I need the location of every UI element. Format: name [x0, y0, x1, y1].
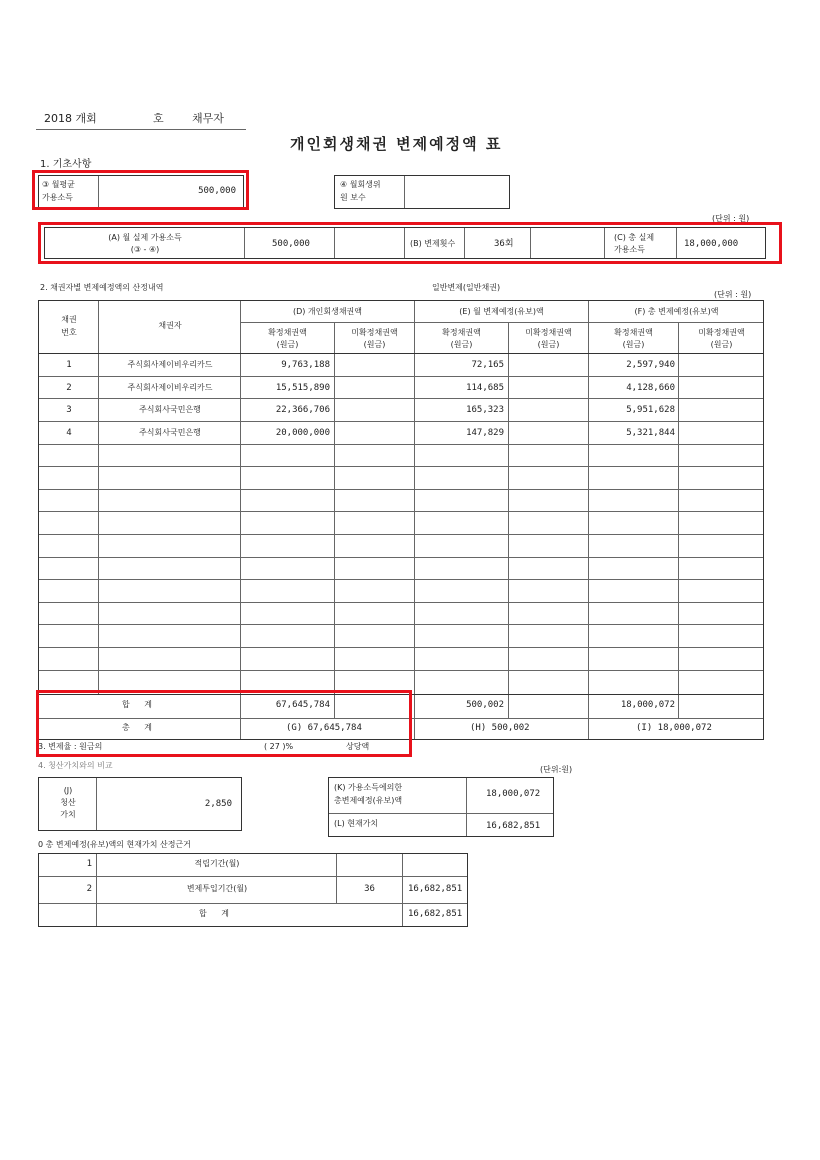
highlight-monthly-avg [32, 170, 249, 210]
row4-d: 20,000,000 [275, 428, 330, 438]
basis-row1-label: 적립기간(월) [194, 859, 240, 868]
row1-d: 9,763,188 [281, 360, 330, 370]
section1-heading: 1. 기초사항 [40, 159, 92, 170]
row1-no: 1 [66, 360, 72, 370]
trustee-fee-label: ④ 월회생위 [340, 180, 381, 189]
row2-e: 114,685 [466, 383, 504, 393]
e-confirmed-header: 확정채권액 [442, 328, 481, 337]
basis-sum-label: 합 계 [199, 909, 235, 918]
monthly-avg-label-2: 가용소득 [42, 193, 73, 202]
section2-unit: (단위 : 원) [714, 290, 752, 299]
j-value: 2,850 [204, 799, 232, 809]
monthly-avg-value: 500,000 [198, 186, 236, 196]
b-value: 36회 [494, 239, 514, 249]
col-d-header: (D) 개인회생채권액 [292, 307, 363, 316]
l-label: (L) 현재가치 [334, 819, 379, 828]
row4-e: 147,829 [466, 428, 504, 438]
row1-f: 2,597,940 [626, 360, 675, 370]
row1-e: 72,165 [471, 360, 504, 370]
k-label: (K) 가용소득에의한 [334, 783, 403, 792]
row2-d: 15,515,890 [275, 383, 330, 393]
total-h: (H) 500,002 [470, 723, 530, 733]
subtotal-label: 합 계 [122, 700, 158, 709]
monthly-avg-label: ③ 월평균 [42, 180, 75, 189]
j-label-3: 가치 [60, 810, 76, 819]
highlight-income-row [38, 222, 782, 264]
basis-row2-label: 변제투입기간(월) [186, 884, 248, 893]
col-f-header: (F) 총 변제예정(유보)액 [634, 307, 719, 316]
repayment-rate-suffix: 상당액 [346, 742, 370, 751]
row3-creditor: 주식회사국민은행 [139, 405, 201, 414]
page-title: 개인회생채권 변제예정액 표 [290, 135, 503, 153]
basis-row2-months: 36 [364, 884, 375, 894]
col-no-header-2: 번호 [61, 328, 77, 337]
k-label-2: 총변제예정(유보)액 [334, 796, 403, 805]
row4-f: 5,321,844 [626, 428, 675, 438]
f-unconfirmed-header: 미확정채권액 [698, 328, 745, 337]
repayment-rate-value: ( 27 )% [264, 742, 294, 751]
row2-no: 2 [66, 383, 72, 393]
k-value: 18,000,072 [486, 789, 541, 799]
row3-f: 5,951,628 [626, 405, 675, 415]
f-confirmed-header-2: (원금) [622, 340, 645, 349]
a-label-2: (③ - ④) [130, 245, 160, 254]
row4-creditor: 주식회사국민은행 [139, 428, 201, 437]
l-value: 16,682,851 [486, 821, 541, 831]
f-unconfirmed-header-2: (원금) [710, 340, 733, 349]
col-e-header: (E) 월 변제예정(유보)액 [459, 307, 544, 316]
b-label: (B) 변제횟수 [410, 239, 456, 248]
row1-creditor: 주식회사제이비우리카드 [127, 360, 213, 369]
section2-heading: 2. 채권자별 변제예정액의 산정내역 [40, 283, 164, 292]
basis-row2-value: 16,682,851 [408, 884, 463, 894]
subtotal-d: 67,645,784 [275, 700, 330, 710]
d-confirmed-header: 확정채권액 [268, 328, 307, 337]
trustee-fee-label-2: 원 보수 [340, 193, 366, 202]
row3-e: 165,323 [466, 405, 504, 415]
case-year: 2018 개회 [44, 112, 97, 125]
e-unconfirmed-header: 미확정채권액 [525, 328, 572, 337]
c-value: 18,000,000 [684, 239, 739, 249]
basis-row1-no: 1 [86, 859, 92, 869]
debtor-label: 채무자 [192, 112, 224, 125]
subtotal-e: 500,002 [466, 700, 504, 710]
row2-creditor: 주식회사제이비우리카드 [127, 383, 213, 392]
j-label-2: 청산 [60, 798, 76, 807]
a-label: (A) 월 실제 가용소득 [108, 233, 182, 242]
repayment-rate-label: 3. 변제율 : 원금의 [38, 742, 103, 751]
col-no-header: 채권 [61, 315, 77, 324]
basis-sum-value: 16,682,851 [408, 909, 463, 919]
e-unconfirmed-header-2: (원금) [537, 340, 560, 349]
case-ho: 호 [153, 112, 164, 125]
row3-no: 3 [66, 405, 72, 415]
subtotal-f: 18,000,072 [620, 700, 675, 710]
d-confirmed-header-2: (원금) [276, 340, 299, 349]
d-unconfirmed-header-2: (원금) [363, 340, 386, 349]
a-value: 500,000 [272, 239, 310, 249]
basis-heading: 0 총 변제예정(유보)액의 현재가치 산정근거 [38, 840, 191, 849]
d-unconfirmed-header: 미확정채권액 [351, 328, 398, 337]
total-label: 총 계 [122, 723, 158, 732]
c-label: (C) 총 실제 [614, 233, 655, 242]
j-label: (J) [63, 786, 73, 795]
row2-f: 4,128,660 [626, 383, 675, 393]
section1-unit: (단위 : 원) [712, 214, 750, 223]
highlight-totals [36, 690, 412, 757]
total-g: (G) 67,645,784 [286, 723, 362, 733]
section4-heading: 4. 청산가치와의 비교 [38, 761, 113, 770]
section4-unit: (단위:원) [540, 765, 573, 774]
e-confirmed-header-2: (원금) [450, 340, 473, 349]
basis-row2-no: 2 [86, 884, 92, 894]
col-creditor-header: 채권자 [158, 321, 182, 330]
f-confirmed-header: 확정채권액 [614, 328, 653, 337]
c-label-2: 가용소득 [614, 245, 645, 254]
total-i: (I) 18,000,072 [636, 723, 712, 733]
section2-type: 일반변제(일반채권) [432, 283, 501, 292]
row3-d: 22,366,706 [275, 405, 330, 415]
row4-no: 4 [66, 428, 72, 438]
